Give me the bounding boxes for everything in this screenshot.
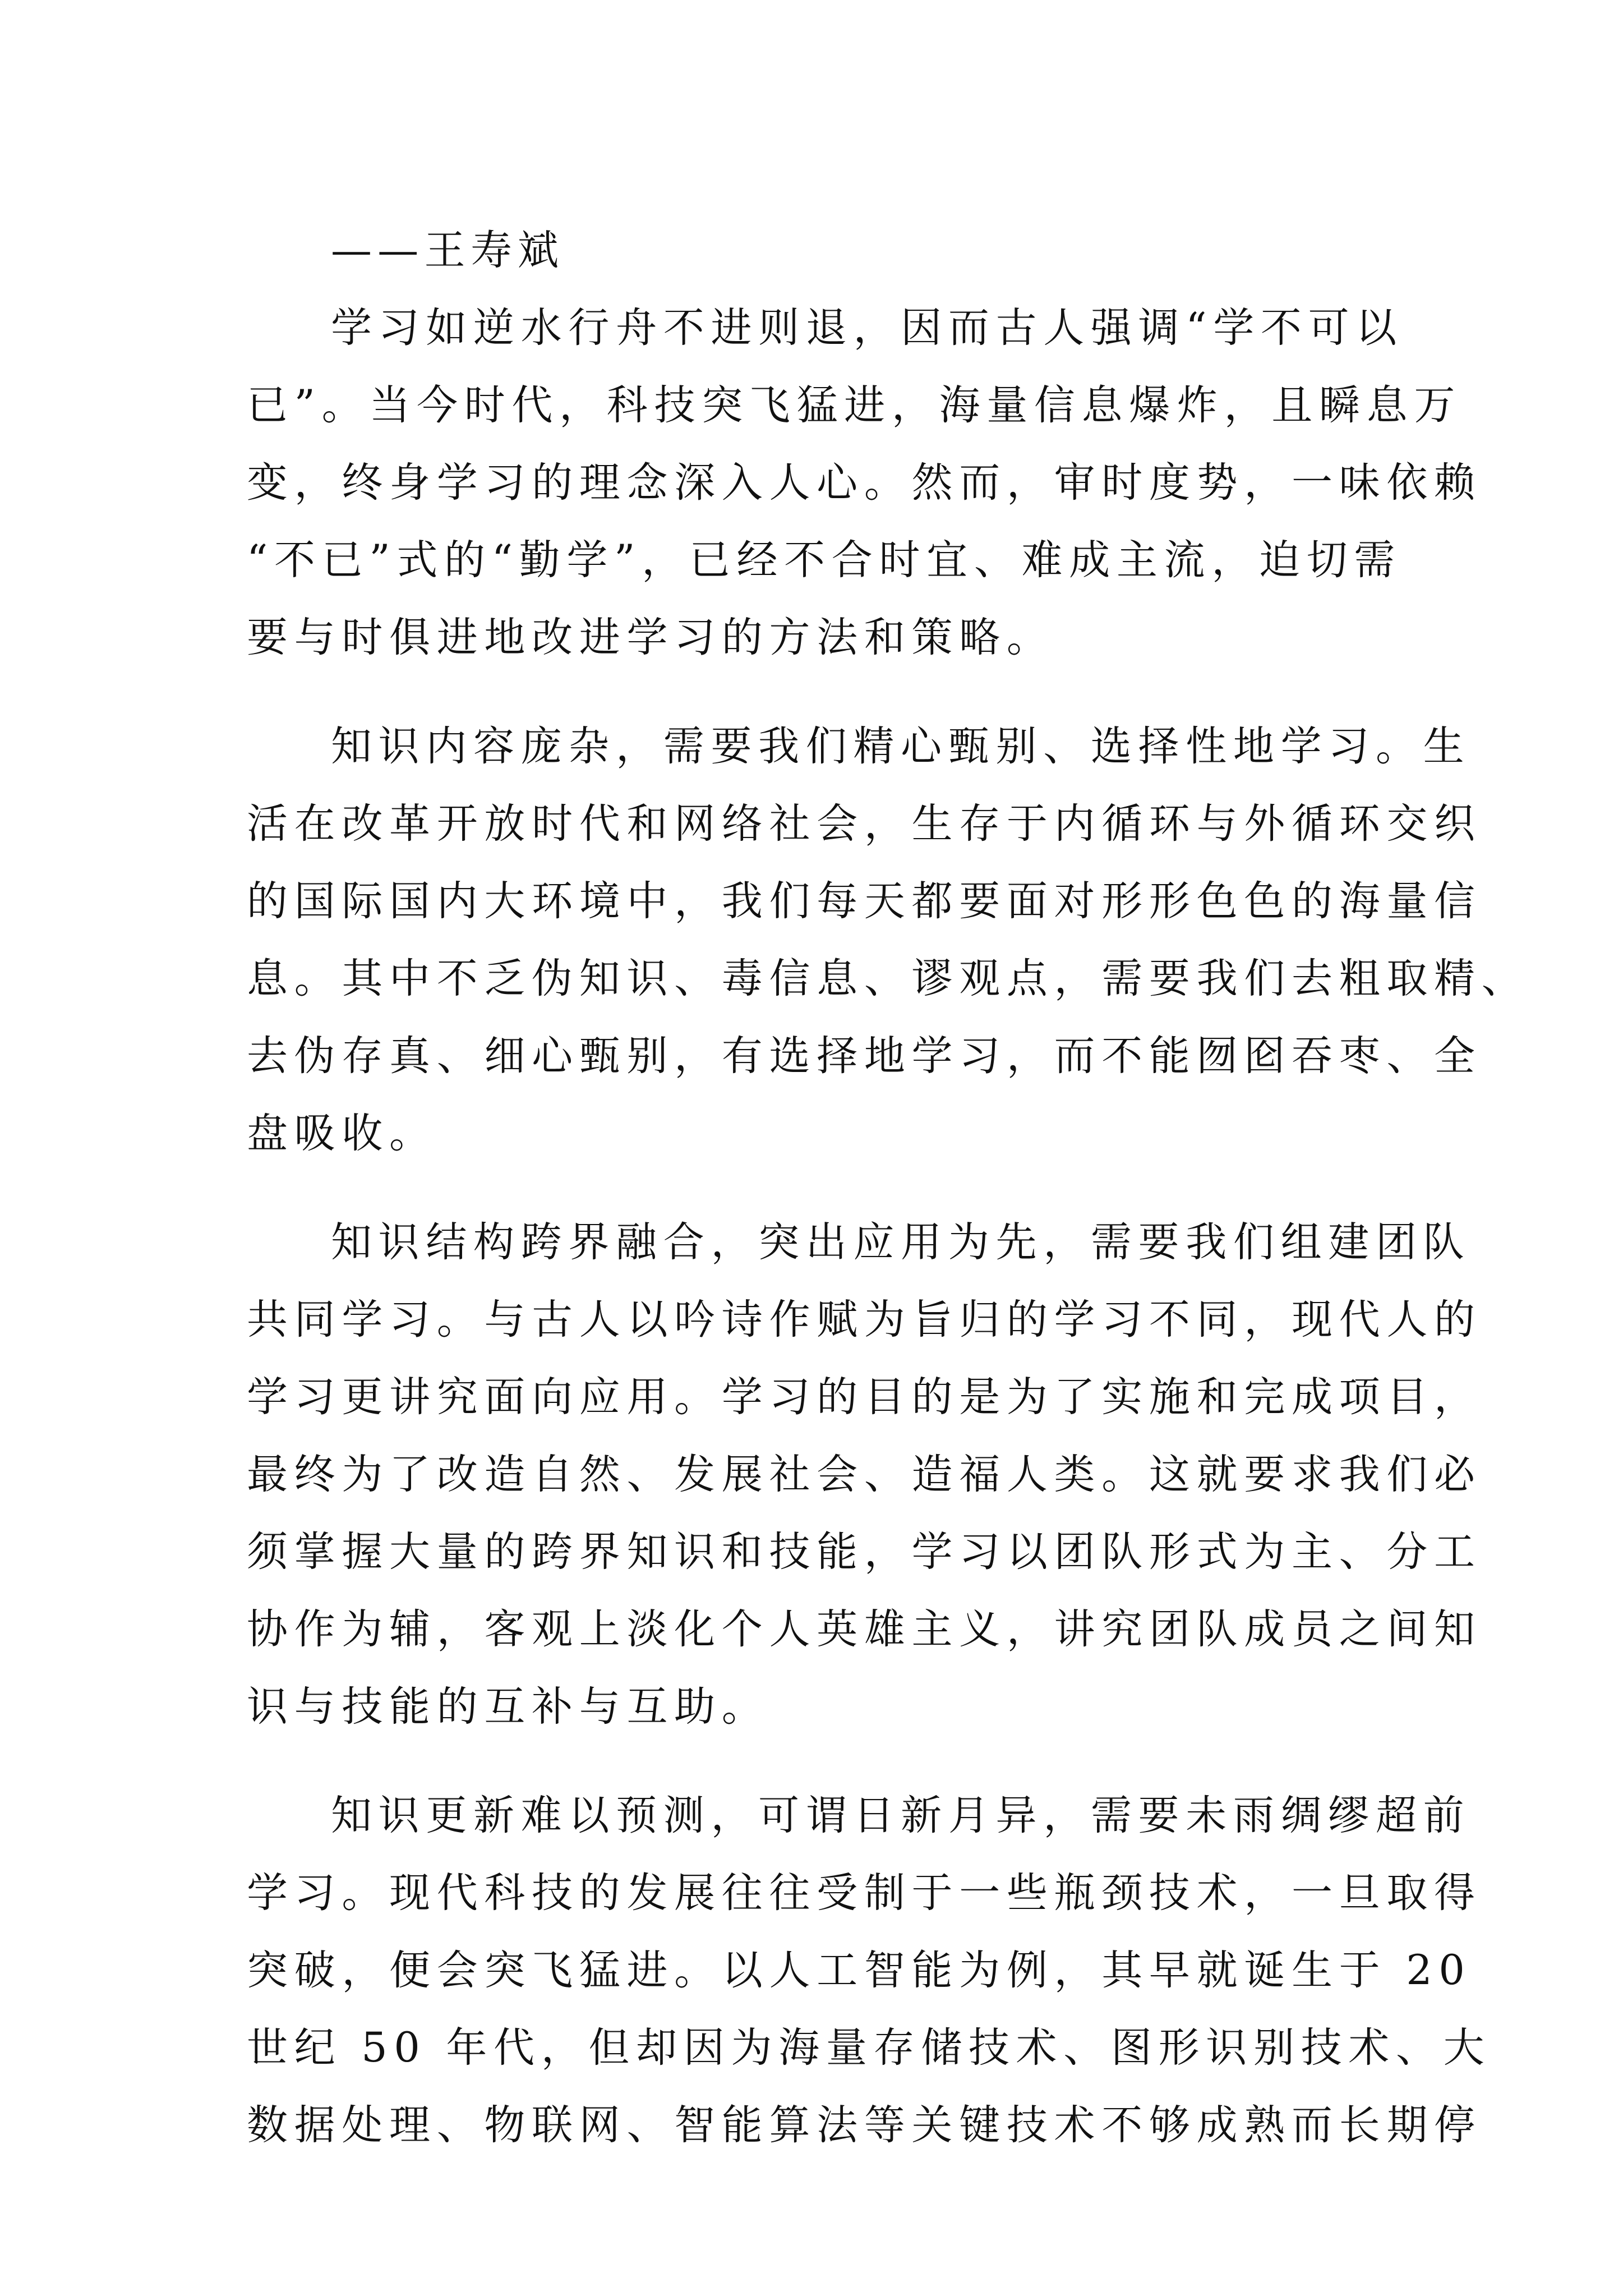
paragraph-line: 要与时俱进地改进学习的方法和策略。 — [247, 614, 1054, 661]
author-byline: ——王寿斌 — [331, 227, 565, 274]
paragraph-2 — [247, 708, 1529, 1172]
paragraph-line: 共同学习。与古人以吟诗作赋为旨归的学习不同，现代人的 — [247, 1296, 1482, 1343]
paragraph-3 — [247, 1204, 1482, 1746]
paragraph-line: 学习。现代科技的发展往往受制于一些瓶颈技术，一旦取得 — [247, 1869, 1482, 1917]
paragraph-line: 世纪 50 年代，但却因为海量存储技术、图形识别技术、大 — [247, 2024, 1491, 2072]
paragraph-line: 知识内容庞杂，需要我们精心甄别、选择性地学习。生 — [331, 723, 1471, 770]
paragraph-line: 学习如逆水行舟不进则退，因而古人强调“学不可以 — [331, 304, 1403, 352]
paragraph-line: 息。其中不乏伪知识、毒信息、谬观点，需要我们去粗取精、 — [247, 955, 1529, 1002]
paragraph-line: 学习更讲究面向应用。学习的目的是为了实施和完成项目， — [247, 1373, 1482, 1421]
paragraph-line: 已”。当今时代，科技突飞猛进，海量信息爆炸，且瞬息万 — [247, 381, 1461, 429]
paragraph-line: 去伪存真、细心甄别，有选择地学习，而不能囫囵吞枣、全 — [247, 1032, 1482, 1080]
paragraph-line: 活在改革开放时代和网络社会，生存于内循环与外循环交织 — [247, 800, 1482, 848]
paragraph-line: 须掌握大量的跨界知识和技能，学习以团队形式为主、分工 — [247, 1528, 1482, 1576]
paragraph-1 — [247, 289, 1482, 677]
paragraph-line: 盘吸收。 — [247, 1110, 437, 1157]
paragraph-line: 知识更新难以预测，可谓日新月异，需要未雨绸缪超前 — [331, 1792, 1471, 1839]
document-body — [247, 212, 1529, 2164]
paragraph-line: 协作为辅，客观上淡化个人英雄主义，讲究团队成员之间知 — [247, 1605, 1482, 1653]
paragraph-line: 最终为了改造自然、发展社会、造福人类。这就要求我们必 — [247, 1451, 1482, 1498]
paragraph-line: 变，终身学习的理念深入人心。然而，审时度势，一味依赖 — [247, 459, 1482, 507]
paragraph-line: 数据处理、物联网、智能算法等关键技术不够成熟而长期停 — [247, 2101, 1482, 2149]
paragraph-line: “不已”式的“勤学”，已经不合时宜、难成主流，迫切需 — [247, 536, 1401, 584]
paragraph-line: 识与技能的互补与互助。 — [247, 1683, 769, 1731]
paragraph-line: 知识结构跨界融合，突出应用为先，需要我们组建团队 — [331, 1218, 1471, 1266]
paragraph-4 — [247, 1777, 1491, 2164]
paragraph-line: 的国际国内大环境中，我们每天都要面对形形色色的海量信 — [247, 877, 1482, 925]
paragraph-line: 突破，便会突飞猛进。以人工智能为例，其早就诞生于 20 — [247, 1947, 1472, 1994]
